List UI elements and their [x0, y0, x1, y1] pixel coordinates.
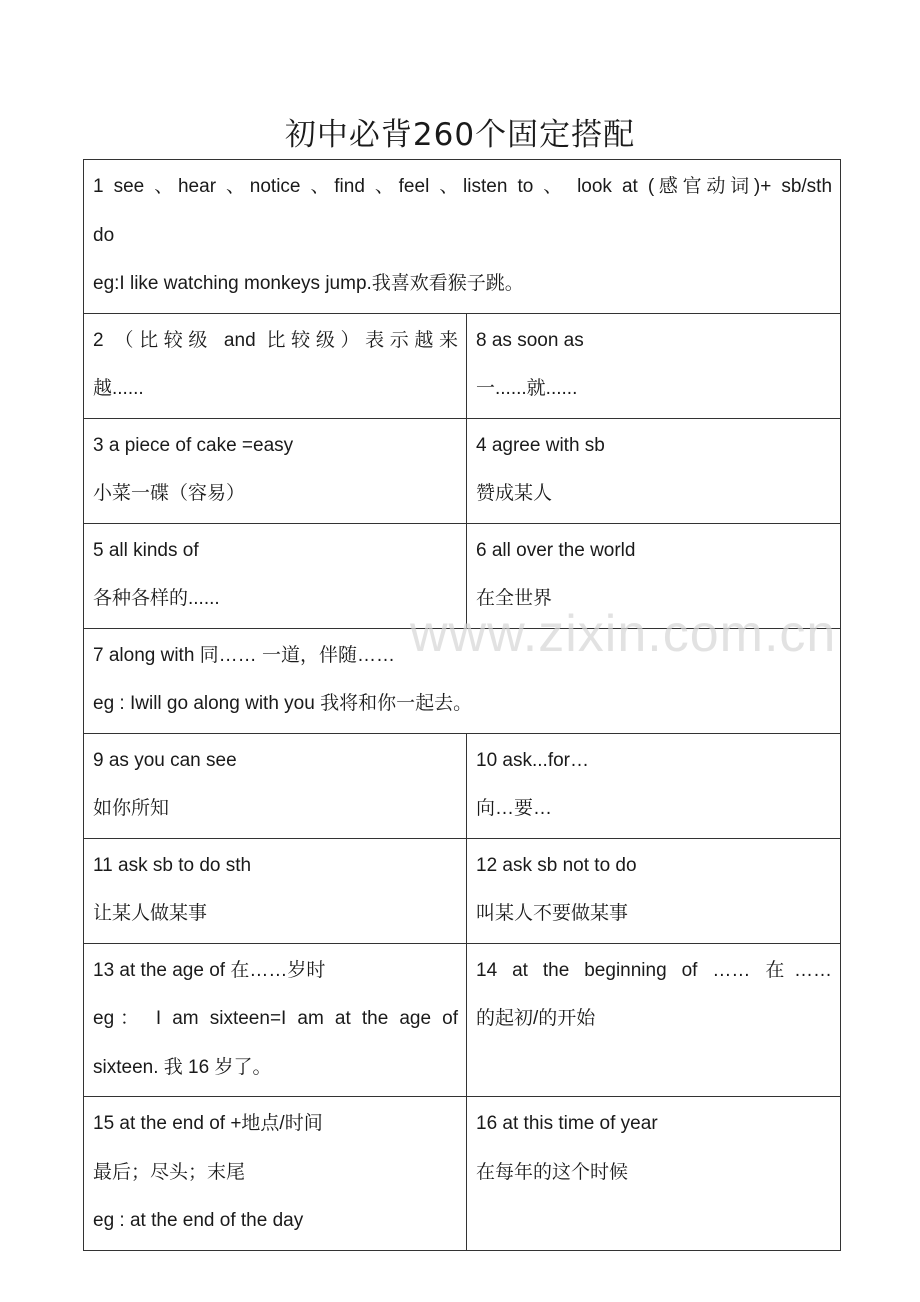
table-row	[84, 160, 841, 314]
example-line: eg : Iwill go along with you 我将和你一起去。	[93, 693, 473, 714]
phrase-cell	[467, 943, 841, 1097]
phrase-cell	[467, 733, 841, 838]
table-row	[84, 943, 841, 1097]
meaning-line: 一......就......	[476, 378, 578, 399]
meaning-line: 越......	[93, 378, 144, 399]
example-line: eg : at the end of the day	[93, 1210, 304, 1231]
phrase-line: 8 as soon as	[476, 329, 584, 351]
example-line: eg： I am sixteen=I am at the age of	[93, 1008, 458, 1029]
phrase-line: 14 at the beginning of …… 在……	[476, 959, 833, 981]
example-line: eg:I like watching monkeys jump.我喜欢看猴子跳。	[93, 273, 524, 294]
phrase-line: 4 agree with sb	[476, 434, 605, 456]
phrase-line: 9 as you can see	[93, 749, 237, 771]
phrase-cell	[84, 523, 467, 628]
phrase-cell	[467, 418, 841, 523]
document-title: 初中必背260个固定搭配	[284, 117, 636, 153]
meaning-line: 叫某人不要做某事	[476, 903, 629, 924]
meaning-line: 如你所知	[93, 798, 170, 819]
phrase-line: 10 ask...for…	[476, 749, 589, 771]
phrase-cell	[84, 1097, 467, 1251]
phrase-line: do	[93, 224, 115, 246]
table-row	[84, 313, 841, 418]
phrase-cell	[467, 838, 841, 943]
meaning-line: 各种各样的......	[93, 588, 220, 609]
watermark: www.zixin.com.cn	[410, 605, 837, 663]
table-row	[84, 733, 841, 838]
phrase-line: 11 ask sb to do sth	[93, 854, 252, 876]
example-line: sixteen. 我 16 岁了。	[93, 1056, 272, 1078]
meaning-line: 在全世界	[476, 588, 553, 609]
phrase-cell	[467, 313, 841, 418]
phrase-cell	[84, 313, 467, 418]
phrase-cell	[84, 418, 467, 523]
phrase-line: 6 all over the world	[476, 539, 636, 561]
phrase-line: 5 all kinds of	[93, 539, 199, 561]
phrase-table	[83, 159, 841, 1251]
meaning-line: 最后；尽头；末尾	[93, 1161, 246, 1183]
phrase-cell	[84, 160, 841, 314]
table-row	[84, 838, 841, 943]
table-row	[84, 523, 841, 628]
phrase-cell	[84, 838, 467, 943]
phrase-cell	[467, 523, 841, 628]
meaning-line: 赞成某人	[476, 483, 553, 504]
phrase-cell	[84, 628, 841, 733]
phrase-cell	[84, 733, 467, 838]
phrase-line: 3 a piece of cake =easy	[93, 434, 294, 456]
table-row	[84, 628, 841, 733]
meaning-line: 的起初/的开始	[476, 1008, 596, 1029]
phrase-line: 13 at the age of 在……岁时	[93, 959, 326, 981]
phrase-line: 15 at the end of +地点/时间	[93, 1113, 323, 1134]
phrase-line: 12 ask sb not to do	[476, 854, 637, 876]
table-row	[84, 418, 841, 523]
phrase-line: 7 along with 同…… 一道，伴随……	[93, 644, 395, 666]
phrase-cell	[467, 1097, 841, 1251]
meaning-line: 向…要…	[476, 798, 553, 819]
phrase-line: 1 see 、hear 、notice 、find 、feel 、listen to 、 look at (感官动词)+ sb/sth	[93, 176, 833, 197]
meaning-line: 在每年的这个时候	[476, 1161, 629, 1183]
phrase-cell	[84, 943, 467, 1097]
meaning-line: 让某人做某事	[93, 903, 208, 924]
table-row	[84, 1097, 841, 1251]
meaning-line: 小菜一碟（容易）	[93, 483, 246, 504]
phrase-line: 2 （比较级 and 比较级）表示越来	[93, 329, 458, 351]
phrase-line: 16 at this time of year	[476, 1113, 658, 1134]
